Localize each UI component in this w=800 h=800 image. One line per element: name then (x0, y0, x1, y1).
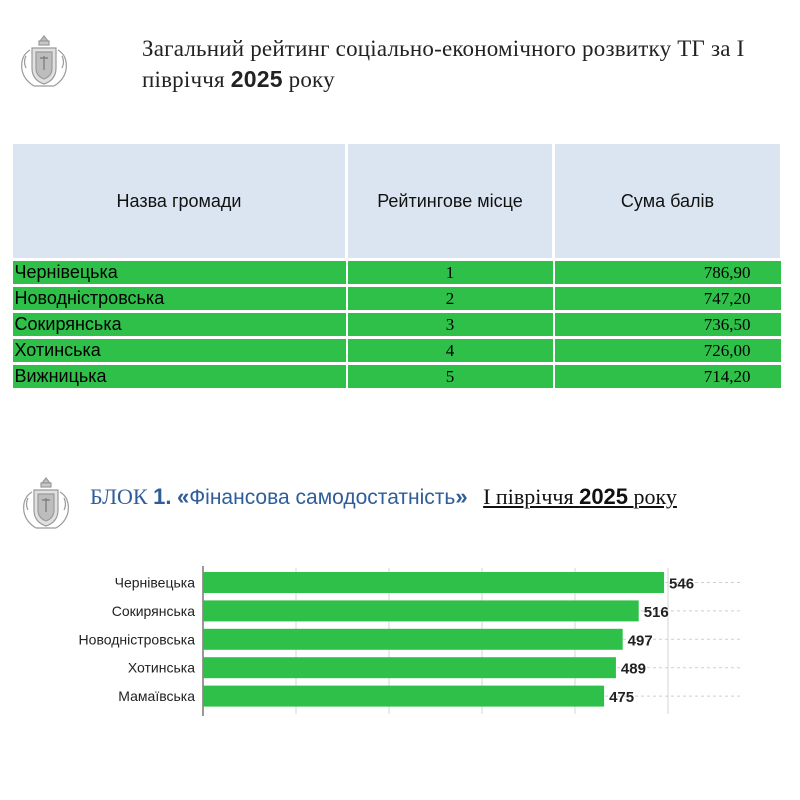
bar-2 (203, 600, 639, 621)
rating-table (10, 144, 783, 390)
table-row (12, 260, 782, 286)
bar-3 (203, 629, 623, 650)
chart-bars (79, 572, 695, 707)
category-label: Новодністровська (78, 631, 195, 648)
block-name: Фінансова самодостатність (189, 486, 456, 509)
title-text: Загальний рейтинг соціально-економічного розвитку ТГ за І півріччя (142, 36, 745, 92)
table-row (12, 286, 782, 312)
score-sum: 726,00 (554, 338, 782, 364)
value-label: 546 (669, 575, 695, 593)
column-header-place: Рейтингове місце (347, 144, 554, 260)
rating-place: 4 (347, 338, 554, 364)
community-name: Хотинська (12, 338, 347, 364)
score-sum: 786,90 (554, 260, 782, 286)
block-period (483, 484, 677, 509)
category-label: Мамаївська (118, 688, 195, 705)
value-label: 489 (620, 660, 646, 678)
community-name: Чернівецька (12, 260, 347, 286)
column-header-name: Назва громади (12, 144, 347, 260)
rating-place: 3 (347, 312, 554, 338)
category-label: Сокирянська (111, 602, 195, 619)
block-label: БЛОК (90, 484, 148, 509)
rating-place: 5 (347, 364, 554, 390)
quote-open: « (176, 484, 190, 509)
coat-of-arms-icon (14, 472, 78, 536)
rating-place: 1 (347, 260, 554, 286)
value-label: 497 (627, 632, 653, 650)
score-sum: 714,20 (554, 364, 782, 390)
column-header-score: Сума балів (554, 144, 782, 260)
period-suffix: року (633, 484, 677, 509)
community-name: Вижницька (12, 364, 347, 390)
category-label: Хотинська (127, 659, 195, 676)
bar-1 (203, 572, 664, 593)
score-sum: 736,50 (554, 312, 782, 338)
quote-close: » (455, 484, 468, 509)
value-label: 516 (643, 603, 669, 621)
value-label: 475 (609, 689, 635, 707)
table-row (12, 338, 782, 364)
score-sum: 747,20 (554, 286, 782, 312)
page-title (142, 34, 782, 95)
block-number: 1. (153, 484, 172, 509)
table-row (12, 364, 782, 390)
community-name: Новодністровська (12, 286, 347, 312)
period-text: І півріччя (483, 484, 574, 509)
community-name: Сокирянська (12, 312, 347, 338)
bar-4 (203, 657, 616, 678)
coat-of-arms-icon (12, 30, 76, 94)
category-label: Чернівецька (114, 574, 195, 591)
bar-5 (203, 686, 604, 707)
rating-place: 2 (347, 286, 554, 312)
block-title (90, 483, 790, 512)
financial-self-sufficiency-chart (0, 560, 800, 720)
title-suffix: року (288, 67, 335, 92)
table-row (12, 312, 782, 338)
period-year: 2025 (579, 484, 629, 509)
table-header-row (12, 144, 782, 260)
title-year: 2025 (230, 66, 283, 92)
